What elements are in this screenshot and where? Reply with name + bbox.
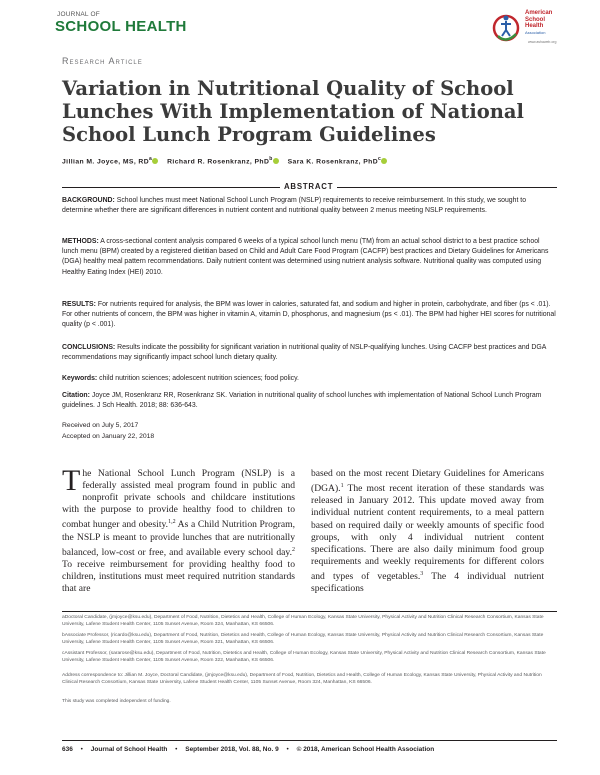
asha-logo-text <box>525 10 552 36</box>
author-affiliation: c <box>378 156 382 162</box>
author-name: Sara K. Rosenkranz, PhD <box>287 158 379 166</box>
abstract-results <box>62 300 557 331</box>
abstract-text: Joyce JM, Rosenkranz RR, Rosenkranz SK. Variation in nutritional quality of school lunches with implementation of National School Lunch Program guidelines. J Sch Health. 2018; 88: 636-643. <box>62 392 542 410</box>
accepted-date: Accepted on January 22, 2018 <box>62 433 155 440</box>
footer-journal: Journal of School Health <box>90 746 168 753</box>
abstract-citation <box>62 391 557 411</box>
citation-ref[interactable]: 3 <box>420 570 424 577</box>
abstract-keywords <box>62 374 557 384</box>
drop-cap: T <box>62 464 81 497</box>
abstract-label: RESULTS: <box>62 301 96 308</box>
logo-figure-head-icon <box>504 16 509 21</box>
citation-ref[interactable]: 1,2 <box>168 519 176 526</box>
footnote-rule <box>62 611 557 612</box>
footnote-affiliation-a: aDoctoral Candidate, (jmjoyce@ksu.edu), Department of Food, Nutrition, Dietetics and Health, College of Human Ecology, Kansas State University, Physical Activity and Nutrition Clinical Research Consortium, Kansas State University, Lafene Student Health Center, 1105 Sunset Avenue, Room 324, Manhattan, KS 66506. <box>62 615 544 627</box>
footer-issue: September 2018, Vol. 88, No. 9 <box>185 746 279 753</box>
logo-line: School <box>525 16 546 23</box>
author-affiliation: a <box>149 156 153 162</box>
orcid-icon[interactable] <box>381 158 387 164</box>
article-title: Variation in Nutritional Quality of School Lunches With Implementation of National School Lunch Program Guidelines <box>62 77 524 146</box>
abstract-label: METHODS: <box>62 238 99 245</box>
body-text: based on the most recent Dietary Guidelines for Americans (DGA). <box>311 468 544 495</box>
body-text: As a Child Nutrition Program, the NSLP is meant to provide lunches that are nutritionally balanced, low-cost or free, and available every school day. <box>62 519 295 558</box>
abstract-methods <box>62 237 557 278</box>
footer-rule <box>62 740 557 741</box>
abstract-conclusions <box>62 343 557 363</box>
body-text: The 4 individual nutrient specifications <box>311 571 544 595</box>
body-column-right <box>311 468 544 595</box>
journal-name-top: JOURNAL OF <box>57 11 100 18</box>
page-number: 636 <box>62 746 73 753</box>
logo-line: Association <box>525 29 546 35</box>
abstract-text: For nutrients required for analysis, the BPM was lower in calories, saturated fat, and sodium and higher in protein, carbohydrate, and fiber (ps < .01). For other nutrients of concern, the BPM was higher in vitamin A, vitamin D, phosphorus, and magnesium (ps < .01). The BPM had higher HEI scores for nutritional quality (p < .001). <box>62 301 556 329</box>
body-text: he National School Lunch Program (NSLP) is a federally assisted meal program found in public and nonprofit private schools and childcare institutions with the purpose to provide healthy food to children to combat hunger and obesity. <box>62 468 295 531</box>
abstract-background <box>62 196 557 216</box>
page-footer <box>62 746 440 753</box>
author-name: Jillian M. Joyce, MS, RD <box>62 158 150 166</box>
footnote-funding: This study was completed independent of funding. <box>62 699 171 704</box>
abstract-text: child nutrition sciences; adolescent nutrition sciences; food policy. <box>99 375 299 382</box>
logo-line: Health <box>525 23 544 29</box>
body-text: To receive reimbursement for providing healthy food to children, institutions must meet required nutrition standards that are <box>62 559 295 595</box>
logo-line: American <box>525 10 553 16</box>
footer-sep: • <box>286 746 289 753</box>
abstract-text: Results indicate the possibility for significant variation in nutritional quality of NSLP-qualifying lunches. Using CACFP best practices and DGA recommendations may significantly impact school lunch dietary quality. <box>62 344 546 362</box>
body-text: The most recent iteration of these standards was released in January 2012. This update moved away from individual nutrient content requirements, to a meal pattern based on required daily or weekly amounts of specific food groups, with only 4 individual nutrient content specifications. There are also daily minimum food group requirements and weekly requirements for different colors and types of vegetables. <box>311 483 544 583</box>
article-type: Research Article <box>62 56 143 66</box>
author-name: Richard R. Rosenkranz, PhD <box>167 158 270 166</box>
abstract-label: Citation: <box>62 392 90 399</box>
footer-sep: • <box>175 746 178 753</box>
asha-url: www.ashaweb.org <box>528 40 557 44</box>
footer-copyright: © 2018, American School Health Association <box>296 746 435 753</box>
abstract-text: A cross-sectional content analysis compared 6 weeks of a typical school lunch menu (TM) from an actual school district to a best practice school lunch menu (BPM) created by a registered dietitian based on Child and Adult Care Food Program (CACFP) best practices and Dietary Guidelines for Americans (DGA) healthy meal pattern recommendations. Daily nutrient content was determined using nutrient analysis software. Nutritional quality was computed using Healthy Eating Index (HEI) 2010. <box>62 238 549 276</box>
orcid-icon[interactable] <box>152 158 158 164</box>
abstract-text: School lunches must meet National School Lunch Program (NSLP) requirements to receive reimbursement. In this study, we sought to determine whether there are significant differences in nutrient content and nutritional quality between 2 menus meeting NSLP requirements. <box>62 197 527 215</box>
journal-name: SCHOOL HEALTH <box>55 18 187 35</box>
footer-sep: • <box>80 746 83 753</box>
orcid-icon[interactable] <box>273 158 279 164</box>
footnote-affiliation-c: cAssistant Professor, (sararose@ksu.edu), Department of Food, Nutrition, Dietetics and Health, College of Human Ecology, Kansas State University, Physical Activity and Nutrition Clinical Research Consortium, Kansas State University, Lafene Student Health Center, 1105 Sunset Avenue, Room 322, Manhattan, KS 66506. <box>62 651 546 663</box>
abstract-label: BACKGROUND: <box>62 197 115 204</box>
received-date: Received on July 5, 2017 <box>62 422 139 429</box>
footnote-affiliation-b: bAssociate Professor, (ricardo@ksu.edu), Department of Food, Nutrition, Dietetics and Health, College of Human Ecology, Kansas State University, Physical Activity and Nutrition Clinical Research Consortium, Kansas State University, Lafene Student Health Center, 1105 Sunset Avenue, Room 321, Manhattan, KS 66506. <box>62 633 544 645</box>
abstract-label: Keywords: <box>62 375 98 382</box>
citation-ref[interactable]: 2 <box>292 546 295 553</box>
author-list <box>62 156 389 165</box>
author-affiliation: b <box>269 156 273 162</box>
logo-figure-icon <box>501 21 511 36</box>
body-column-left <box>62 464 295 595</box>
citation-ref[interactable]: 1 <box>340 483 344 490</box>
footnote-correspondence: Address correspondence to: Jillian M. Joyce, Doctoral Candidate, (jmjoyce@ksu.edu), Department of Food, Nutrition, Dietetics and Health, College of Human Ecology, Kansas State University, Physical Activity and Nutrition Clinical Research Consortium, Kansas State University, Lafene Student Health Center, 1105 Sunset Avenue, Room 324, Manhattan, KS 66506. <box>62 673 542 685</box>
abstract-label: CONCLUSIONS: <box>62 344 116 351</box>
abstract-heading: ABSTRACT <box>280 182 337 191</box>
